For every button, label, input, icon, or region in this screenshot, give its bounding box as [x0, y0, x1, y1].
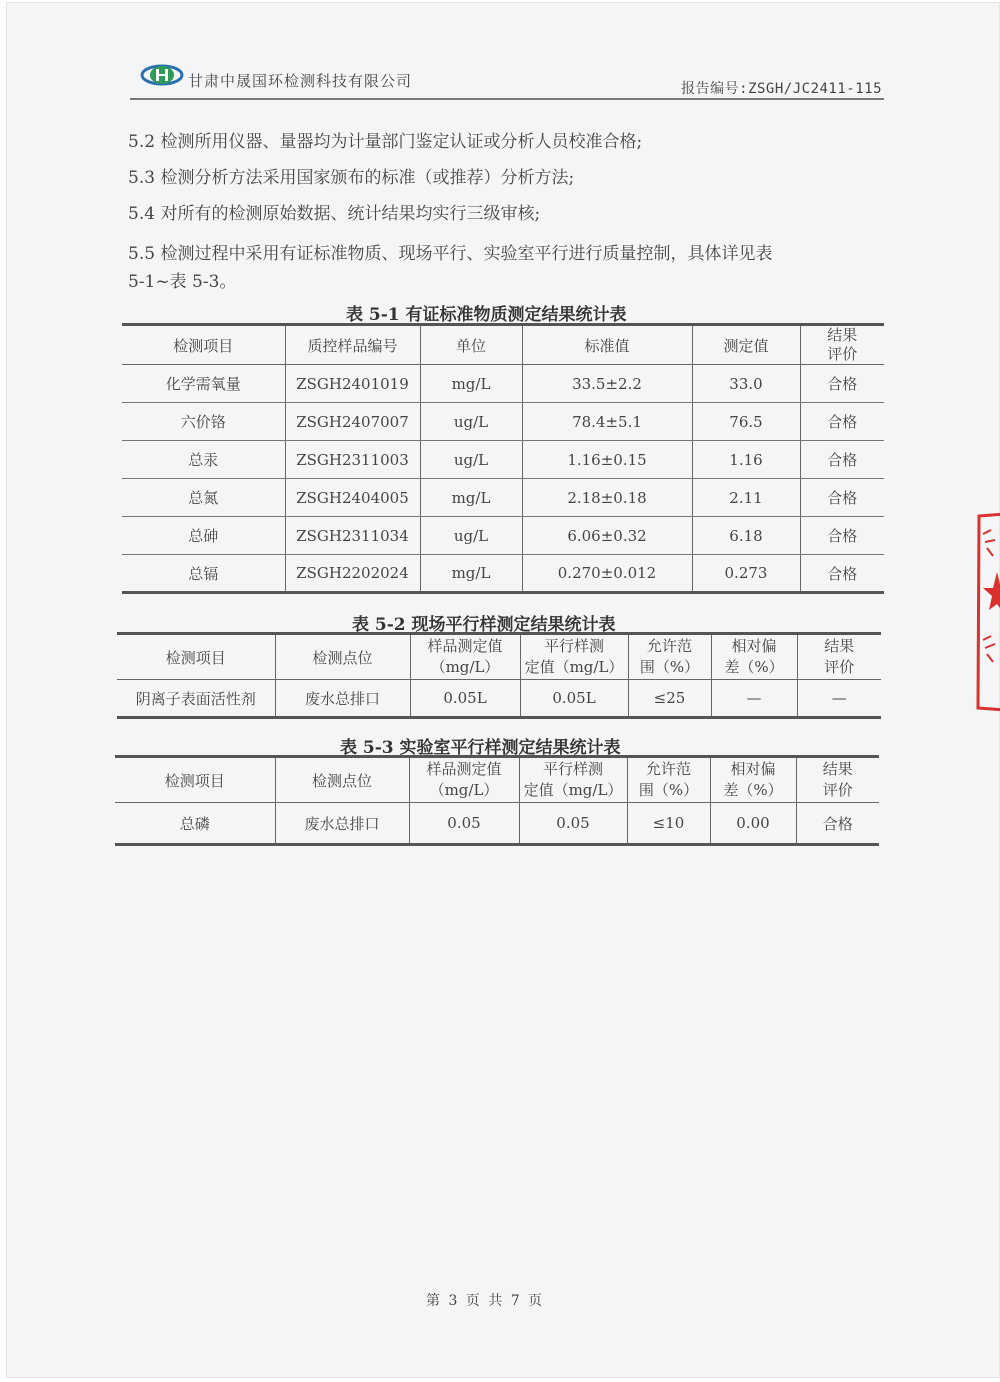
table-cell: 6.06±0.32 [522, 517, 692, 555]
table-cell: 合格 [800, 365, 884, 403]
table-cell: 合格 [800, 479, 884, 517]
table-5-3 [115, 755, 879, 846]
table-header-cell: 测定值 [692, 325, 800, 365]
table-cell: 总汞 [122, 441, 285, 479]
table-cell: mg/L [420, 365, 522, 403]
table-cell: mg/L [420, 555, 522, 593]
table-header-cell: 样品测定值 （mg/L） [410, 634, 520, 680]
paragraph-5-3: 5.3 检测分析方法采用国家颁布的标准（或推荐）分析方法; [128, 168, 575, 188]
table-cell: 六价铬 [122, 403, 285, 441]
table-header-cell: 允许范 围（%） [627, 757, 710, 803]
table-cell: ug/L [420, 441, 522, 479]
table-header-cell: 检测项目 [115, 757, 275, 803]
table-row [122, 517, 884, 555]
table-cell: 总砷 [122, 517, 285, 555]
report-number: 报告编号:ZSGH/JC2411-115 [681, 81, 882, 97]
table-cell: ZSGH2202024 [285, 555, 420, 593]
table-cell: 1.16±0.15 [522, 441, 692, 479]
table-cell: ug/L [420, 517, 522, 555]
table-cell: 阴离子表面活性剂 [117, 680, 275, 718]
table-row [122, 441, 884, 479]
table-header-cell: 结果 评价 [800, 325, 884, 365]
table-row [117, 680, 881, 718]
table-header-cell: 检测项目 [117, 634, 275, 680]
paragraph-5-5-cont: 5-1~表 5-3。 [128, 272, 237, 292]
paragraph-5-2: 5.2 检测所用仪器、量器均为计量部门鉴定认证或分析人员校准合格; [128, 132, 643, 152]
table-row [122, 555, 884, 593]
table-cell: 33.5±2.2 [522, 365, 692, 403]
table-header-cell: 单位 [420, 325, 522, 365]
table-cell: ZSGH2311034 [285, 517, 420, 555]
table-cell: 总镉 [122, 555, 285, 593]
table-cell: 2.18±0.18 [522, 479, 692, 517]
table-cell: 化学需氧量 [122, 365, 285, 403]
table-cell: 0.05 [519, 803, 627, 845]
table-cell: 76.5 [692, 403, 800, 441]
table-row [122, 403, 884, 441]
company-logo-icon [140, 64, 184, 86]
table-cell: 2.11 [692, 479, 800, 517]
table-cell: 0.00 [710, 803, 796, 845]
table-5-3-title: 表 5-3 实验室平行样测定结果统计表 [340, 738, 621, 758]
table-cell: — [711, 680, 797, 718]
table-header-cell: 检测项目 [122, 325, 285, 365]
table-5-1 [122, 323, 884, 594]
table-cell: ZSGH2404005 [285, 479, 420, 517]
table-header-cell: 相对偏 差（%） [711, 634, 797, 680]
table-header-cell: 样品测定值 （mg/L） [409, 757, 519, 803]
table-cell: 0.05L [520, 680, 628, 718]
page-header [130, 56, 884, 96]
company-name: 甘肃中晟国环检测科技有限公司 [188, 72, 413, 90]
table-cell: 0.05 [409, 803, 519, 845]
table-cell: — [797, 680, 881, 718]
table-cell: mg/L [420, 479, 522, 517]
table-cell: 合格 [800, 555, 884, 593]
table-header-cell: 标准值 [522, 325, 692, 365]
table-row [115, 803, 879, 845]
table-cell: 1.16 [692, 441, 800, 479]
table-5-2 [117, 632, 881, 719]
table-header-cell: 结果 评价 [797, 634, 881, 680]
table-cell: 0.273 [692, 555, 800, 593]
table-cell: ≤10 [627, 803, 710, 845]
table-header-cell: 平行样测 定值（mg/L） [520, 634, 628, 680]
table-cell: 合格 [796, 803, 879, 845]
table-cell: 废水总排口 [275, 680, 410, 718]
table-cell: 33.0 [692, 365, 800, 403]
table-cell: ZSGH2407007 [285, 403, 420, 441]
table-header-cell: 相对偏 差（%） [710, 757, 796, 803]
table-cell: ZSGH2401019 [285, 365, 420, 403]
table-cell: 废水总排口 [275, 803, 409, 845]
table-cell: 合格 [800, 403, 884, 441]
table-cell: 总磷 [115, 803, 275, 845]
table-header-cell: 检测点位 [275, 757, 409, 803]
table-row [122, 479, 884, 517]
table-cell: 合格 [800, 517, 884, 555]
table-cell: 合格 [800, 441, 884, 479]
table-cell: 0.05L [410, 680, 520, 718]
table-cell: 总氮 [122, 479, 285, 517]
table-cell: ≤25 [628, 680, 711, 718]
table-cell: 0.270±0.012 [522, 555, 692, 593]
page-number: 第 3 页 共 7 页 [426, 1293, 545, 1309]
table-header-cell: 质控样品编号 [285, 325, 420, 365]
table-cell: 78.4±5.1 [522, 403, 692, 441]
paragraph-5-4: 5.4 对所有的检测原始数据、统计结果均实行三级审核; [128, 204, 541, 224]
red-seal-stamp-icon [975, 512, 1000, 712]
table-header-cell: 平行样测 定值（mg/L） [519, 757, 627, 803]
table-cell: ZSGH2311003 [285, 441, 420, 479]
table-header-cell: 结果 评价 [796, 757, 879, 803]
table-row [122, 365, 884, 403]
table-header-cell: 检测点位 [275, 634, 410, 680]
table-cell: ug/L [420, 403, 522, 441]
table-header-cell: 允许范 围（%） [628, 634, 711, 680]
table-5-1-title: 表 5-1 有证标准物质测定结果统计表 [346, 305, 627, 325]
table-5-2-title: 表 5-2 现场平行样测定结果统计表 [352, 615, 616, 635]
header-divider [130, 98, 884, 100]
paragraph-5-5: 5.5 检测过程中采用有证标准物质、现场平行、实验室平行进行质量控制，具体详见表 [128, 244, 773, 264]
table-cell: 6.18 [692, 517, 800, 555]
